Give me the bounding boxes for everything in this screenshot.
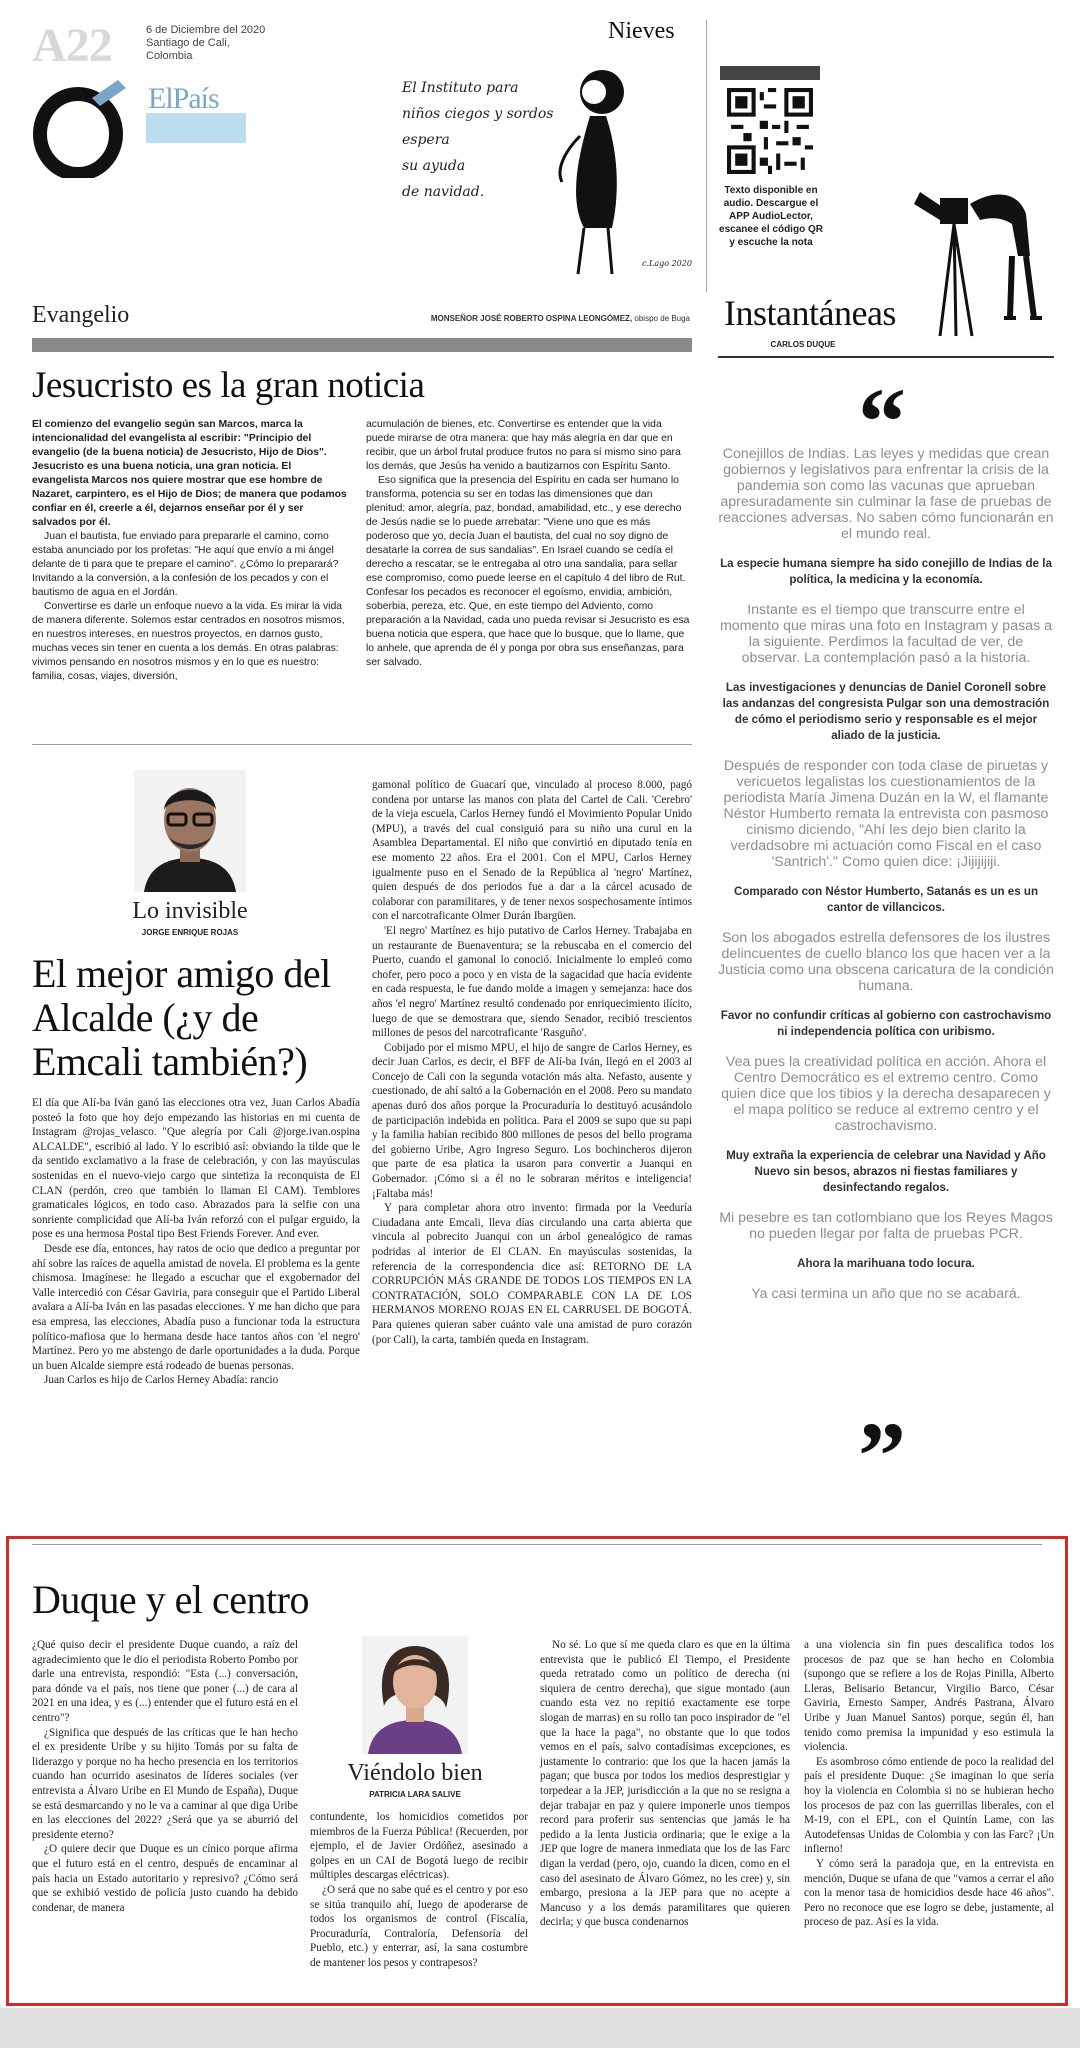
instantanea-item: Favor no confundir críticas al gobierno con castrochavismo ni independencia política con uribismo. [720, 1009, 1052, 1038]
article-column-1 [32, 1096, 360, 1388]
cartoon-signature: c.Lago 2020 [642, 259, 692, 268]
article-title: El mejor amigo del Alcalde (¿y de Emcali también?) [32, 951, 331, 1084]
instantanea-item: Muy extraña la experiencia de celebrar una Navidad y Año Nuevo sin besos, abrazos ni fiestas familiares y desinfectando regalos. [726, 1149, 1046, 1194]
article-column-4 [804, 1638, 1054, 1930]
paragraph: acumulación de bienes, etc. Convertirse es entender que la vida puede mirarse de otra manera: que hay más alegría en dar que en recibir, que un árbol frutal produce frutos no para sí mismo sino para los demás, que Jesús ha venido a bautizarnos con Espíritu Santo. [366, 419, 681, 472]
cartoon-title: Nieves [608, 18, 675, 44]
article-column-2 [366, 418, 692, 670]
column-name: Viéndolo bien [347, 1760, 483, 1786]
instantanea-item: Ahora la marihuana todo locura. [797, 1257, 975, 1270]
section-label-evangelio: Evangelio [32, 302, 130, 328]
instantaneas-list [718, 446, 1054, 1316]
column-name: Lo invisible [132, 898, 248, 924]
instantaneas-author: CARLOS DUQUE [770, 340, 836, 349]
instantanea-item: Ya casi termina un año que no se acabará. [751, 1286, 1021, 1302]
author-photo [134, 770, 246, 892]
paragraph: 'El negro' Martínez es hijo putativo de Carlos Herney. Trabajaba en un restaurante de Buenaventura; se la rebuscaba en el comercio del Puerto, cuando el gamonal lo conoció. Inicialmente lo empleó como chofer, pero poco a poco y en vista de la sagacidad que hacía evidente en cada respuesta, le fue dando molde a imagen y semejanza: hace dos años 'el negro' Martínez resultó condenado por enriquecimiento ilícito, luego de que se demostrara que, siendo Senador, recibió trescientos millones de pesos del narcotraficante 'Rasguño'. [372, 924, 692, 1040]
article-column-1 [32, 418, 350, 684]
qr-caption: Texto disponible en audio. Descargue el APP AudioLector, escanee el código QR y escuche la nota [719, 185, 823, 248]
section-bar [32, 338, 692, 352]
paragraph: ¿Significa que después de las críticas que le han hecho el ex presidente Uribe y su hijito Tomás por su falta de liderazgo y porque no ha hecho presencia en los territorios cuando han ocurrido asesinatos de líderes sociales (ver entrevista a Álvaro Uribe en El Mundo de España), Duque se está desmarcando y no le va a caminar al que diga Uribe en las elecciones del 2022? ¿Será que ya se aburrió del presidente eterno? [32, 1726, 298, 1841]
paragraph: ¿O será que no sabe qué es el centro y por eso se sitúa tranquilo ahí, luego de apoderarse de todos los organismos de control (Fiscalía, Procuraduría, Contraloría, Defensoría del Pueblo, etc.) y enterrar, así, la sana costumbre de mantener los pesos y contrapesos? [310, 1883, 528, 1969]
cartoon-line-1: El Instituto para [402, 80, 519, 96]
article-title: Jesucristo es la gran noticia [32, 365, 425, 406]
author-line [430, 314, 690, 323]
paragraph: ¿O quiere decir que Duque es un cínico porque afirma que el futuro está en el centro, después de encaminar al país hacia un Estado autoritario y represivo? ¿Cómo será que se exhibió vestido de policía justo cuando ha debido condenar, de manera [32, 1843, 298, 1914]
page-footer-bar [0, 2008, 1080, 2048]
divider [32, 744, 692, 745]
instantanea-item: Mi pesebre es tan cotlombiano que los Reyes Magos no pueden llegar por falta de pruebas PCR. [719, 1210, 1053, 1242]
paragraph: Eso significa que la presencia del Espíritu en cada ser humano lo transforma, potencia su ser en todas las dimensiones que dan plenitud: amor, alegría, paz, bondad, amabilidad, etc., y ese derecho de Jesús nadie se lo puede arrebatar: "Viene uno que es más poderoso que yo, decía Juan el bautista, del cual no soy digno de desatarle la correa de sus sandalias". En Israel cuando se cedía el derecho a rescatar, se le entregaba al otro una sandalia, para sellar ese compromiso, como puede leerse en el capítulo 4 del libro de Rut. Confesar los pecados es reconocer el egoísmo, envidia, ambición, soberbia, pereza, etc. Que, en este tiempo del Adviento, como preparación a la Navidad, cada uno pueda revisar si Jesucristo es esa buena noticia que espera, que hace que lo busque, que lo llame, que lo anhele, que aprenda de él y ponga por obra sus enseñanzas, para ser salvado. [366, 475, 690, 668]
article-column-2 [372, 778, 692, 1347]
cartoon-line-4: su ayuda [402, 158, 466, 174]
logo-text: ElPaís [148, 82, 219, 115]
photographer-illustration [900, 168, 1060, 338]
article-column-2 [310, 1810, 528, 1971]
cartoon-line-5: de navidad. [402, 184, 485, 200]
qr-code-icon[interactable] [727, 88, 813, 174]
instantanea-item: Instante es el tiempo que transcurre entre el momento que miras una foto en Instagram y pasas a la siguiente. Perdimos la facultad de ver, de observar. La contemplación pasó a la historia. [719, 602, 1052, 666]
divider [718, 356, 1054, 358]
paragraph: No sé. Lo que sí me queda claro es que en la última entrevista que le publicó El Tiempo, el Presidente queda retratado como un político de derecha (ni siquiera de centro derecha), que sigue montado (aun cuando esta vez no repitió exactamente ese torpe slogan de marras) en su rollo tan poco inspirador de "el que la hace la paga", no obstante que lo que todos vemos en el país, salvo contadísimas excepciones, es justamente lo contrario: que los que la hacen jamás la pagan; que busca por todos los medios desprestigiar y torpedear a la JEP, jurisdicción a la que no se resigna a dejar trabajar en paz y quiere imponerle unos tiempos record para proferir sus sentencias que jamás le ha pedido a la lenta Justicia ordinaria; que le exige a la JEP que logre de manera inmediata que los de las Farc digan la verdad (pero, ojo, cuando la dicen, como en el caso del asesinato de Álvaro Gómez, no les cree) y, sin embargo, presiona a la JEP para que no acepte a Mancuso y a los demás paramilitares que quieren decirla; y que busca condenarnos [540, 1639, 790, 1929]
instantanea-item: Comparado con Néstor Humberto, Satanás es un es un cantor de villancicos. [733, 885, 1039, 914]
cartoon-line-2: niños ciegos y sordos [402, 106, 554, 122]
instantanea-item: Son los abogados estrella defensores de los ilustres delincuentes de cuello blanco los que hacen ver a la Justicia como una obscena caricatura de la condición humana. [718, 930, 1054, 994]
cartoon-illustration [380, 52, 700, 292]
divider [706, 20, 707, 292]
qr-header-bar [720, 66, 820, 80]
paragraph: Y cómo será la paradoja que, en la entrevista en mención, Duque se ufana de que "vamos a cerrar el año con la menor tasa de homicidios desde hace 46 años". Pero no reconoce que ese logro se debe, justamente, al proceso de paz. Así es la vida. [804, 1857, 1054, 1929]
section-title-instantaneas: Instantáneas [724, 293, 896, 333]
author-role: obispo de Buga [632, 314, 690, 323]
date-line: 6 de Diciembre del 2020 Santiago de Cali, Colombia [146, 24, 266, 62]
instantanea-item: La especie humana siempre ha sido conejillo de Indias de la política, la medicina y la economía. [720, 557, 1052, 586]
author-photo [362, 1636, 468, 1754]
instantanea-item: Vea pues la creatividad política en acción. Ahora el Centro Democrático es el extremo centro. Como quien dice que los tibios y la derecha desaparecen y el mapa político se reduce al extremo centro y el castrochavismo. [721, 1054, 1051, 1134]
page-number: A22 [32, 19, 112, 72]
article-column-1 [32, 1638, 298, 1915]
paragraph: Y para completar ahora otro invento: firmada por la Veeduría Ciudadana ante Emcali, lleva días circulando una carta abierta que vincula al pobrecito Juanqui con un árbol genealógico de ramas podridas al interior de El CLAN. En mayúsculas sostenidas, la referencia de la correspondencia dice así: RETORNO DE LA CORRUPCIÓN MÁS GRANDE DE TODOS LOS TIEMPOS EN LA CONTRATACIÓN, SOLO COMPARABLE CON LA DE LOS HERMANOS MORENO ROJAS EN EL CARRUSEL DE BOGOTÁ. Para quienes quieran saber cuánto vale una amistad de puro corazón (por Cali), la carta, también queda en Instagram. [372, 1202, 692, 1346]
quote-open-icon: “ [858, 368, 906, 475]
paragraph: Desde ese día, entonces, hay ratos de ocio que dedico a preguntar por ahí sobre las raíces de aquella amistad de novela. El problema es la gente chismosa. Imagínese: he llegado a escuchar que el exgobernador del Valle intercedió con César Gaviria, para conseguir que el Partido Liberal avalara a Alí-ba Iván en las pasadas elecciones. Y me han dicho que para esa empresa, las elecciones, Abadía puso a funcionar toda la estructura político-mafiosa que lo hermana desde hace tantos años con 'el negro' Martínez. Pero yo me abstengo de darle oportunidades a la duda. Porque un buen Alcalde siempre está rodeado de buenas personas. [32, 1242, 360, 1372]
el-pais-logo-icon [32, 78, 132, 178]
article-column-3 [540, 1638, 790, 1930]
paragraph: El día que Alí-ba Iván ganó las elecciones otra vez, Juan Carlos Abadía posteó la foto que hoy dejo empezando las historias en mi cuenta de Instagram @rojas_velasco. "Que alegría por Cali @jorge.ivan.ospina ALCALDE", escribió al lado. Y lo escribió así: obviando la tilde que le da sentido exclamativo a la frase de celebración, y con las mayúsculas sostenidas en el nuevo-viejo cargo que sintetiza la reconquista de El CLAN (perdón, creo que también lo llaman El CAM). Temblores gramaticales lógicos, en todo caso. Abrazados para la selfie con una sonriente complicidad que Alí-ba Iván reforzó con el pulgar erguido, la pose es una hermosa Postal tipo Best Friends Forever. And ever. [32, 1097, 360, 1241]
column-author: JORGE ENRIQUE ROJAS [141, 928, 239, 937]
column-author: PATRICIA LARA SALIVE [369, 1790, 461, 1799]
article-lead: El comienzo del evangelio según san Marcos, marca la intencionalidad del evangelista al escribir: "Principio del evangelio (de la buena noticia) de Jesucristo, Hijo de Dios". Jesucristo es una buena noticia, una gran noticia. El evangelista Marcos nos quiere mostrar que ese hombre de Nazaret, carpintero, es el Hijo de Dios; de manera que podamos confiar en él, creerle a él, dejarnos enseñar por él y ser salvados por él. [32, 419, 347, 528]
paragraph: Convertirse es darle un enfoque nuevo a la vida. Es mirar la vida de manera diferente. Solemos estar centrados en nosotros mismos, en nuestros intereses, en nuestros proyectos, en darnos gusto, muchas veces sin tener en cuenta a los demás. En otras palabras: vivimos pensando en nosotros mismos y en lo que es nuestro: familia, cosas, viajes, diversión, [32, 601, 345, 682]
paragraph: ¿Qué quiso decir el presidente Duque cuando, a raíz del agradecimiento que le dio el periodista Roberto Pombo por darle una entrevista, respondió: "Esta (...) conversación, para dónde va el país, nos tiene que poner (...) de cara al 2021 en una idea, y es (...) entender que el futuro está en el centro"? [32, 1639, 298, 1724]
quote-close-icon: ” [858, 1402, 906, 1509]
instantanea-item: Conejillos de Indias. Las leyes y medidas que crean gobiernos y legislativos para enfrentar la crisis de la pandemia son como las vacunas que aprueban apresuradamente sin culminar la fase de pruebas de reacciones adversas. No saben cómo funcionarán en el mundo real. [718, 446, 1054, 542]
logo-underline [146, 113, 246, 143]
paragraph: a una violencia sin fin pues descalifica todos los procesos de paz que se han hecho en Colombia (supongo que se refiere a los de Rojas Pinilla, Alberto Lleras, Belisario Betancur, Virgilio Barco, César Gaviria, Ernesto Samper, Andrés Pastrana, Álvaro Uribe y Juan Manuel Santos) porque, según él, han tenido como premisa la impunidad y eso estimula la violencia. [804, 1639, 1054, 1754]
article-title: Duque y el centro [32, 1577, 309, 1622]
instantanea-item: Las investigaciones y denuncias de Daniel Coronell sobre las andanzas del congresista Pulgar son una demostración de cómo el periodismo serio y responsable es el mejor aliado de la justicia. [722, 681, 1050, 742]
paragraph: gamonal político de Guacarí que, vinculado al proceso 8.000, pagó condena por untarse las manos con plata del Cartel de Cali. 'Cerebro' de la vieja escuela, Carlos Herney fundó el Movimiento Popular Unido (MPU), a través del cual consiguió para su niño una curul en la Asamblea Departamental. El niño que convirtió en diputado tenía en ese momento 22 años. Era el 2001. Con el MPU, Carlos Herney igualmente puso en el Senado de la República al 'negro' Martínez, quien después de dos periodos fue a dar a la cárcel acusado de colaborar con paramilitares, y de tener nexos sospechosamente íntimos con el narcotraficante Olmer Durán Ibargüen. [372, 779, 692, 923]
paragraph: Juan el bautista, fue enviado para prepararle el camino, como estaba anunciado por los profetas: "He aquí que envío a mi ángel delante de ti para que te prepare el camino". ¿Cómo lo preparará? Invitando a la conversión, a la confesión de los pecados y con el bautismo de agua en el Jordán. [32, 531, 339, 598]
paragraph: Cobijado por el mismo MPU, el hijo de sangre de Carlos Herney, es decir Juan Carlos, es decir, el BFF de Alí-ba Iván, llegó en el 2003 al Concejo de Cali con la segunda votación más alta. Nefasto, ausente y cuestionado, de ahí saltó a la Gobernación en el 2008. Pero su mandato apenas duró dos años porque la Procuraduría lo destituyó acusándolo de participación indebida en política. Para el 2009 se supo que su papi y la familia habían recibido 800 millones de pesos del bello programa del gobierno Uribe, Agro Ingreso Seguro. Los bochincheros dijeron que parte de esa platica la usaron para convertir a Juanqui en Gobernador. ¡Cómo si a él no le sobraran méritos e inteligencia! ¡Faltaba más! [372, 1041, 692, 1200]
paragraph: Es asombroso cómo entiende de poco la realidad del país el presidente Duque: ¿Se imaginan lo que sería hoy la violencia en Colombia si no se hubieran hecho los procesos de paz con las guerrillas liberales, con el M-19, con el EPL, con el Quintín Lame, con las Autodefensas Unidas de Colombia y con las Farc? ¡Un infierno! [804, 1755, 1054, 1856]
paragraph: Juan Carlos es hijo de Carlos Herney Abadía: rancio [44, 1374, 279, 1387]
cartoon-line-3: espera [402, 132, 450, 148]
author-name: MONSEÑOR JOSÉ ROBERTO OSPINA LEONGÓMEZ, [430, 314, 633, 323]
paragraph: contundente, los homicidios cometidos por miembros de la Fuerza Pública! (Recuerden, por ejemplo, el de Javier Ordóñez, asesinado a golpes en un CAI de Bogotá luego de recibir múltiples descargas eléctricas). [310, 1811, 528, 1882]
instantanea-item: Después de responder con toda clase de piruetas y vericuetos legalistas los cuestionamientos de la periodista María Jimena Duzán en la W, el flamante Néstor Humberto remata la entrevista con pasmoso cinismo diciendo, "Ahí les dejo bien clarito la verdadsobre mi actuación como Fiscal en el caso 'Santrich'." Como quien dice: ¡Jijijijiji. [723, 758, 1049, 870]
